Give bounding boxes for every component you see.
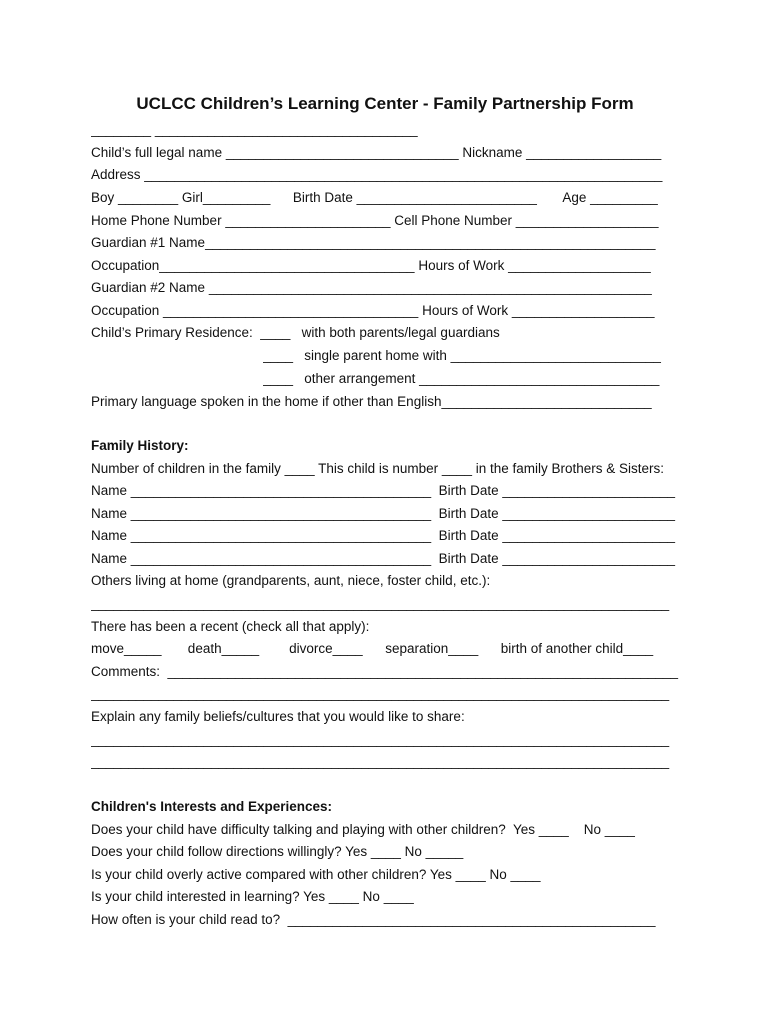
beliefs-field[interactable]: _____________________________________________________________________________	[91, 732, 670, 747]
recent-events-checkboxes[interactable]: move_____ death_____ divorce____ separation____ birth of another child____	[91, 641, 654, 656]
recent-events-label: There has been a recent (check all that apply):	[91, 619, 370, 634]
residence-single-parent-option[interactable]: ____ single parent home with ____________________________	[263, 348, 661, 363]
beliefs-label: Explain any family beliefs/cultures that you would like to share:	[91, 709, 465, 724]
question-interested-learning[interactable]: Is your child interested in learning? Yes ____ No ____	[91, 889, 414, 904]
guardian2-occupation-field[interactable]: Occupation __________________________________ Hours of Work ___________________	[91, 303, 655, 318]
sibling-row[interactable]: Name ________________________________________ Birth Date _______________________	[91, 506, 676, 521]
sibling-row[interactable]: Name ________________________________________ Birth Date _______________________	[91, 551, 676, 566]
question-read-to[interactable]: How often is your child read to? _________________________________________________	[91, 912, 656, 927]
family-history-heading: Family History:	[91, 438, 189, 453]
residence-both-parents-option[interactable]: Child’s Primary Residence: ____ with both parents/legal guardians	[91, 325, 500, 340]
comments-field[interactable]: Comments: ____________________________________________________________________	[91, 664, 679, 679]
others-at-home-field[interactable]: _____________________________________________________________________________	[91, 596, 670, 611]
primary-language-field[interactable]: Primary language spoken in the home if other than English____________________________	[91, 394, 652, 409]
sibling-row[interactable]: Name ________________________________________ Birth Date _______________________	[91, 528, 676, 543]
question-difficulty-playing[interactable]: Does your child have difficulty talking and playing with other children? Yes ____ No ____	[91, 822, 635, 837]
guardian1-name-field[interactable]: Guardian #1 Name____________________________________________________________	[91, 235, 656, 250]
others-at-home-label: Others living at home (grandparents, aunt, niece, foster child, etc.):	[91, 573, 491, 588]
beliefs-field-line2[interactable]: _____________________________________________________________________________	[91, 754, 670, 769]
comments-field-line2[interactable]: _____________________________________________________________________________	[91, 686, 670, 701]
phone-fields[interactable]: Home Phone Number ______________________ Cell Phone Number ___________________	[91, 213, 659, 228]
sibling-row[interactable]: Name ________________________________________ Birth Date _______________________	[91, 483, 676, 498]
interests-heading: Children's Interests and Experiences:	[91, 799, 333, 814]
children-count-field[interactable]: Number of children in the family ____ This child is number ____ in the family Brothers & Sisters:	[91, 461, 665, 476]
question-overly-active[interactable]: Is your child overly active compared with other children? Yes ____ No ____	[91, 867, 541, 882]
top-blank-line[interactable]: ________ ___________________________________	[91, 122, 418, 137]
guardian1-occupation-field[interactable]: Occupation__________________________________ Hours of Work ___________________	[91, 258, 651, 273]
gender-birthdate-age-field[interactable]: Boy ________ Girl_________ Birth Date ________________________ Age _________	[91, 190, 658, 205]
child-name-field[interactable]: Child’s full legal name _______________________________ Nickname __________________	[91, 145, 662, 160]
question-follow-directions[interactable]: Does your child follow directions willingly? Yes ____ No _____	[91, 844, 464, 859]
address-field[interactable]: Address _____________________________________________________________________	[91, 167, 663, 182]
form-title: UCLCC Children’s Learning Center - Family Partnership Form	[136, 94, 634, 113]
guardian2-name-field[interactable]: Guardian #2 Name ___________________________________________________________	[91, 280, 652, 295]
residence-other-option[interactable]: ____ other arrangement ________________________________	[263, 371, 660, 386]
